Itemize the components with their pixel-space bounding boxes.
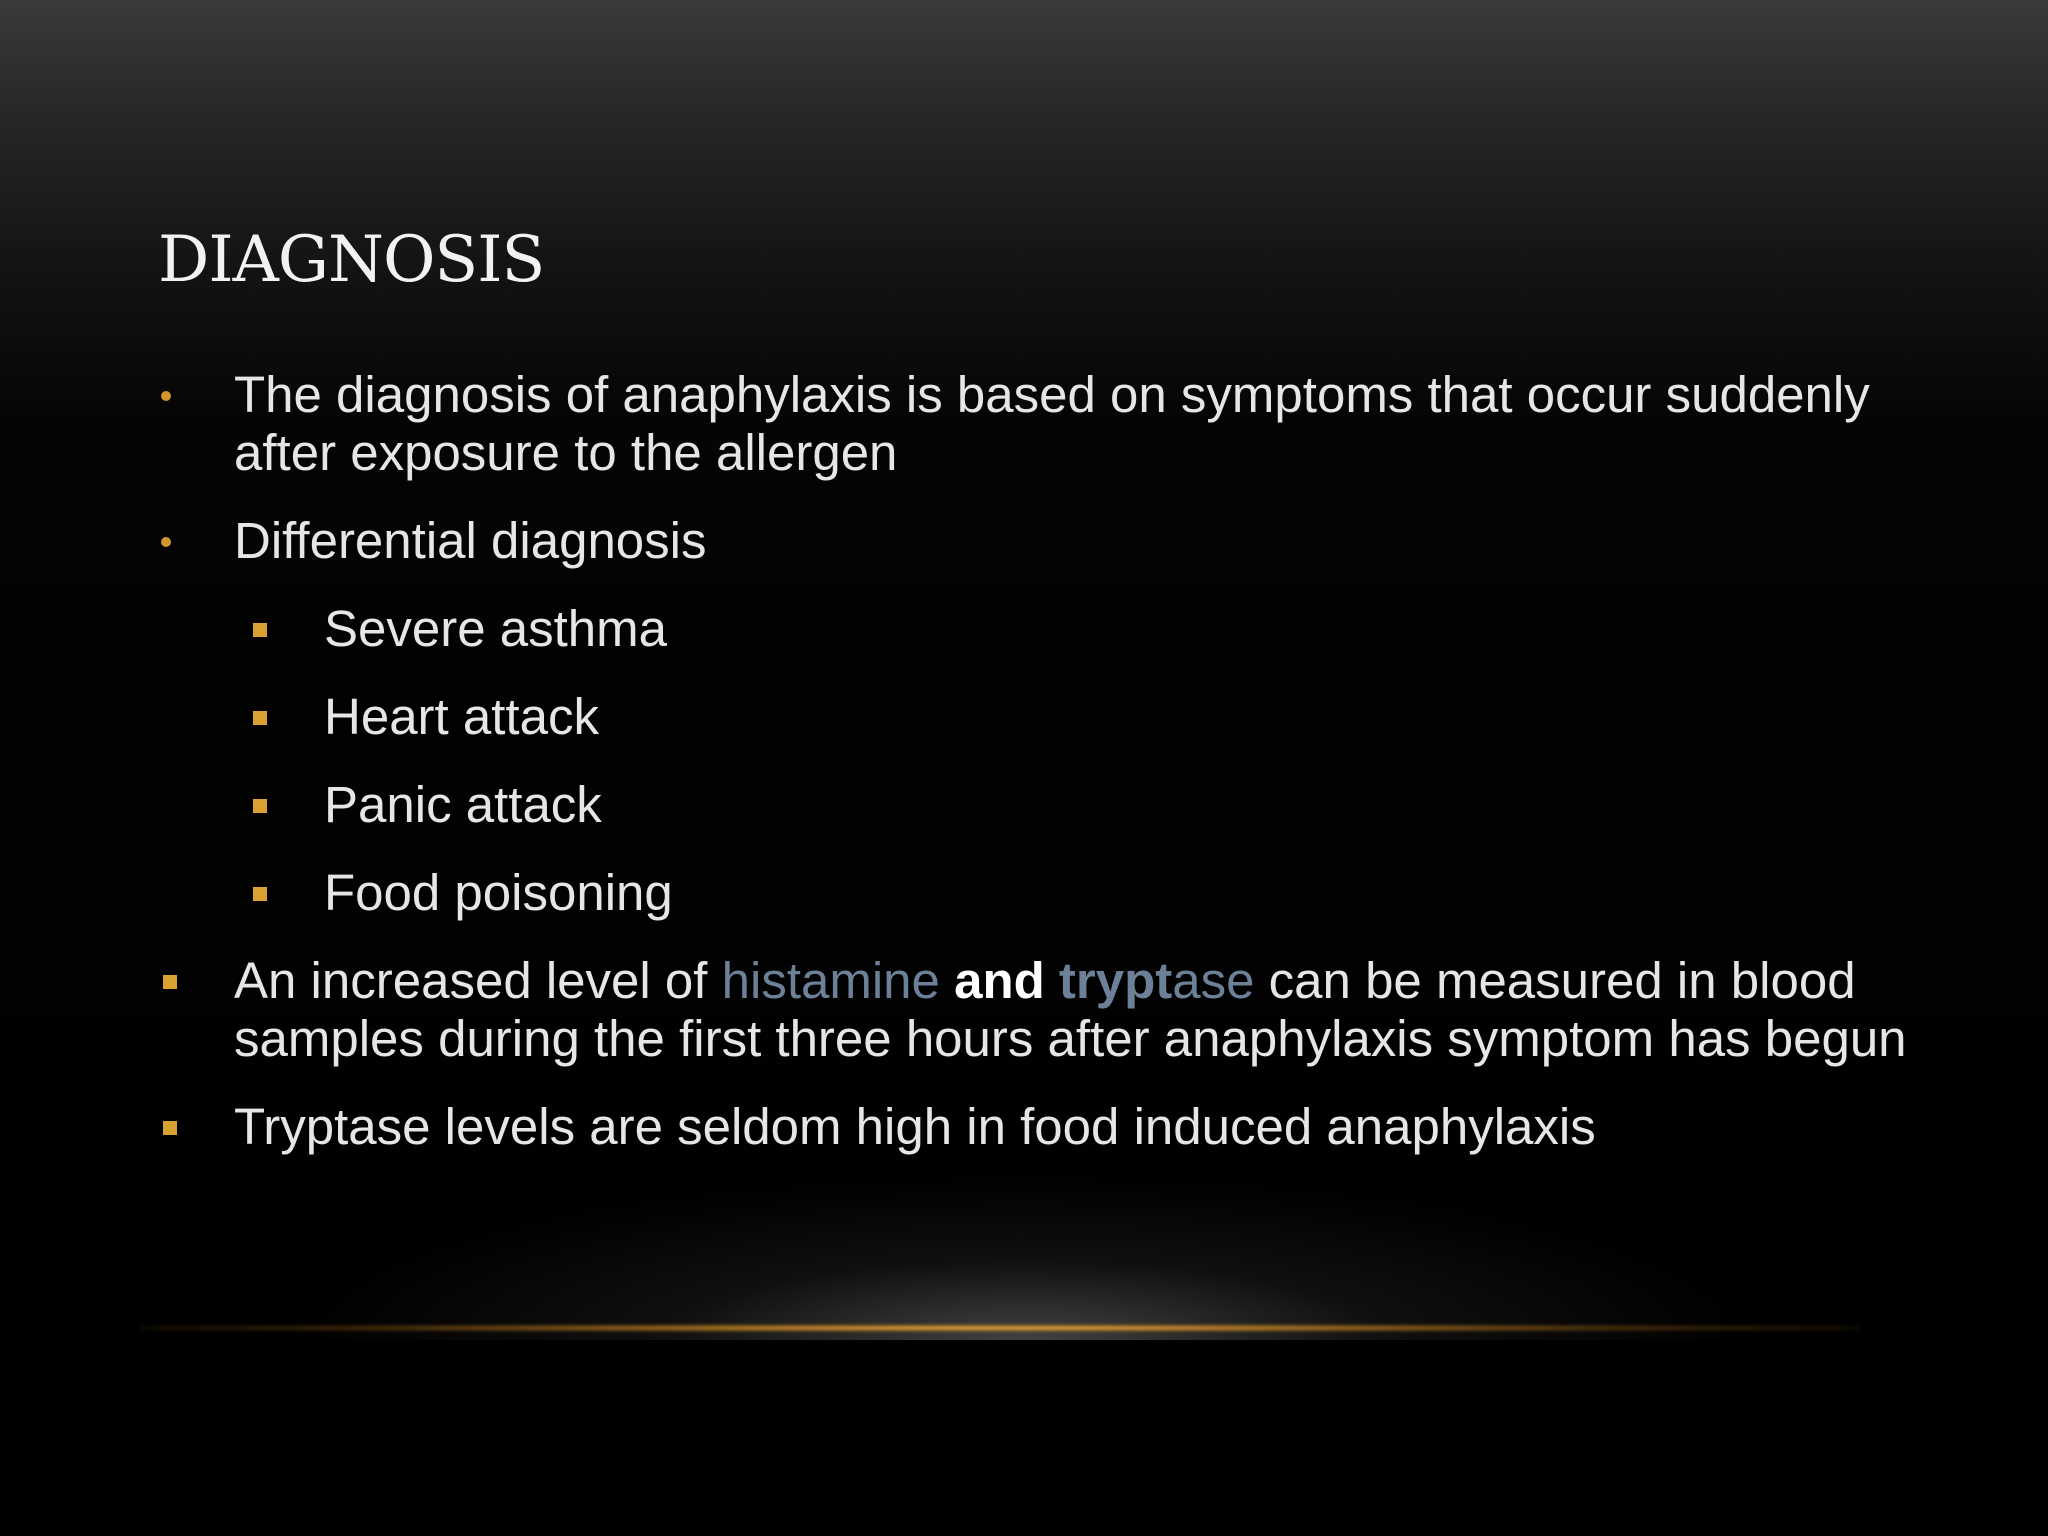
round-bullet-icon bbox=[158, 366, 188, 424]
bullet-text bbox=[234, 952, 1907, 1067]
sub-bullet-item bbox=[248, 600, 1918, 658]
bottom-glow bbox=[300, 1180, 1750, 1340]
tryptase-bold-t: t bbox=[1155, 952, 1173, 1009]
tryptase-bold-part: tryp bbox=[1058, 952, 1156, 1009]
bullet-item bbox=[158, 366, 1918, 482]
sub-bullet-text: Food poisoning bbox=[324, 864, 673, 921]
tryptase-highlight-end: ase bbox=[1172, 952, 1255, 1009]
histamine-highlight: histamine bbox=[721, 952, 940, 1009]
bullet-list bbox=[158, 366, 1918, 1186]
text-segment bbox=[940, 952, 954, 1009]
sub-bullet-text: Severe asthma bbox=[324, 600, 668, 657]
bullet-item bbox=[158, 1098, 1918, 1156]
bold-and: and bbox=[954, 952, 1045, 1009]
sub-bullet-text: Panic attack bbox=[324, 776, 602, 833]
square-bullet-icon bbox=[248, 688, 278, 746]
round-bullet-icon bbox=[158, 512, 188, 570]
text-segment: An increased level of bbox=[234, 952, 722, 1009]
bullet-text: Tryptase levels are seldom high in food induced anaphylaxis bbox=[234, 1098, 1596, 1155]
bullet-text: The diagnosis of anaphylaxis is based on symptoms that occur suddenly after exposure to the allergen bbox=[234, 366, 1870, 481]
text-segment bbox=[1045, 952, 1059, 1009]
square-bullet-icon bbox=[158, 1098, 188, 1156]
text-segment: can be measured in blood samples during the first three hours after anaphylaxis symptom has begun bbox=[234, 952, 1907, 1067]
bullet-item bbox=[158, 512, 1918, 570]
bullet-item bbox=[158, 952, 1918, 1068]
gold-divider-line bbox=[140, 1324, 1860, 1332]
square-bullet-icon bbox=[248, 864, 278, 922]
sub-bullet-text: Heart attack bbox=[324, 688, 599, 745]
sub-bullet-item bbox=[248, 864, 1918, 922]
square-bullet-icon bbox=[158, 952, 188, 1010]
sub-bullet-item bbox=[248, 776, 1918, 834]
square-bullet-icon bbox=[248, 776, 278, 834]
slide-title: DIAGNOSIS bbox=[158, 223, 545, 297]
bullet-text: Differential diagnosis bbox=[234, 512, 707, 569]
square-bullet-icon bbox=[248, 600, 278, 658]
sub-bullet-item bbox=[248, 688, 1918, 746]
